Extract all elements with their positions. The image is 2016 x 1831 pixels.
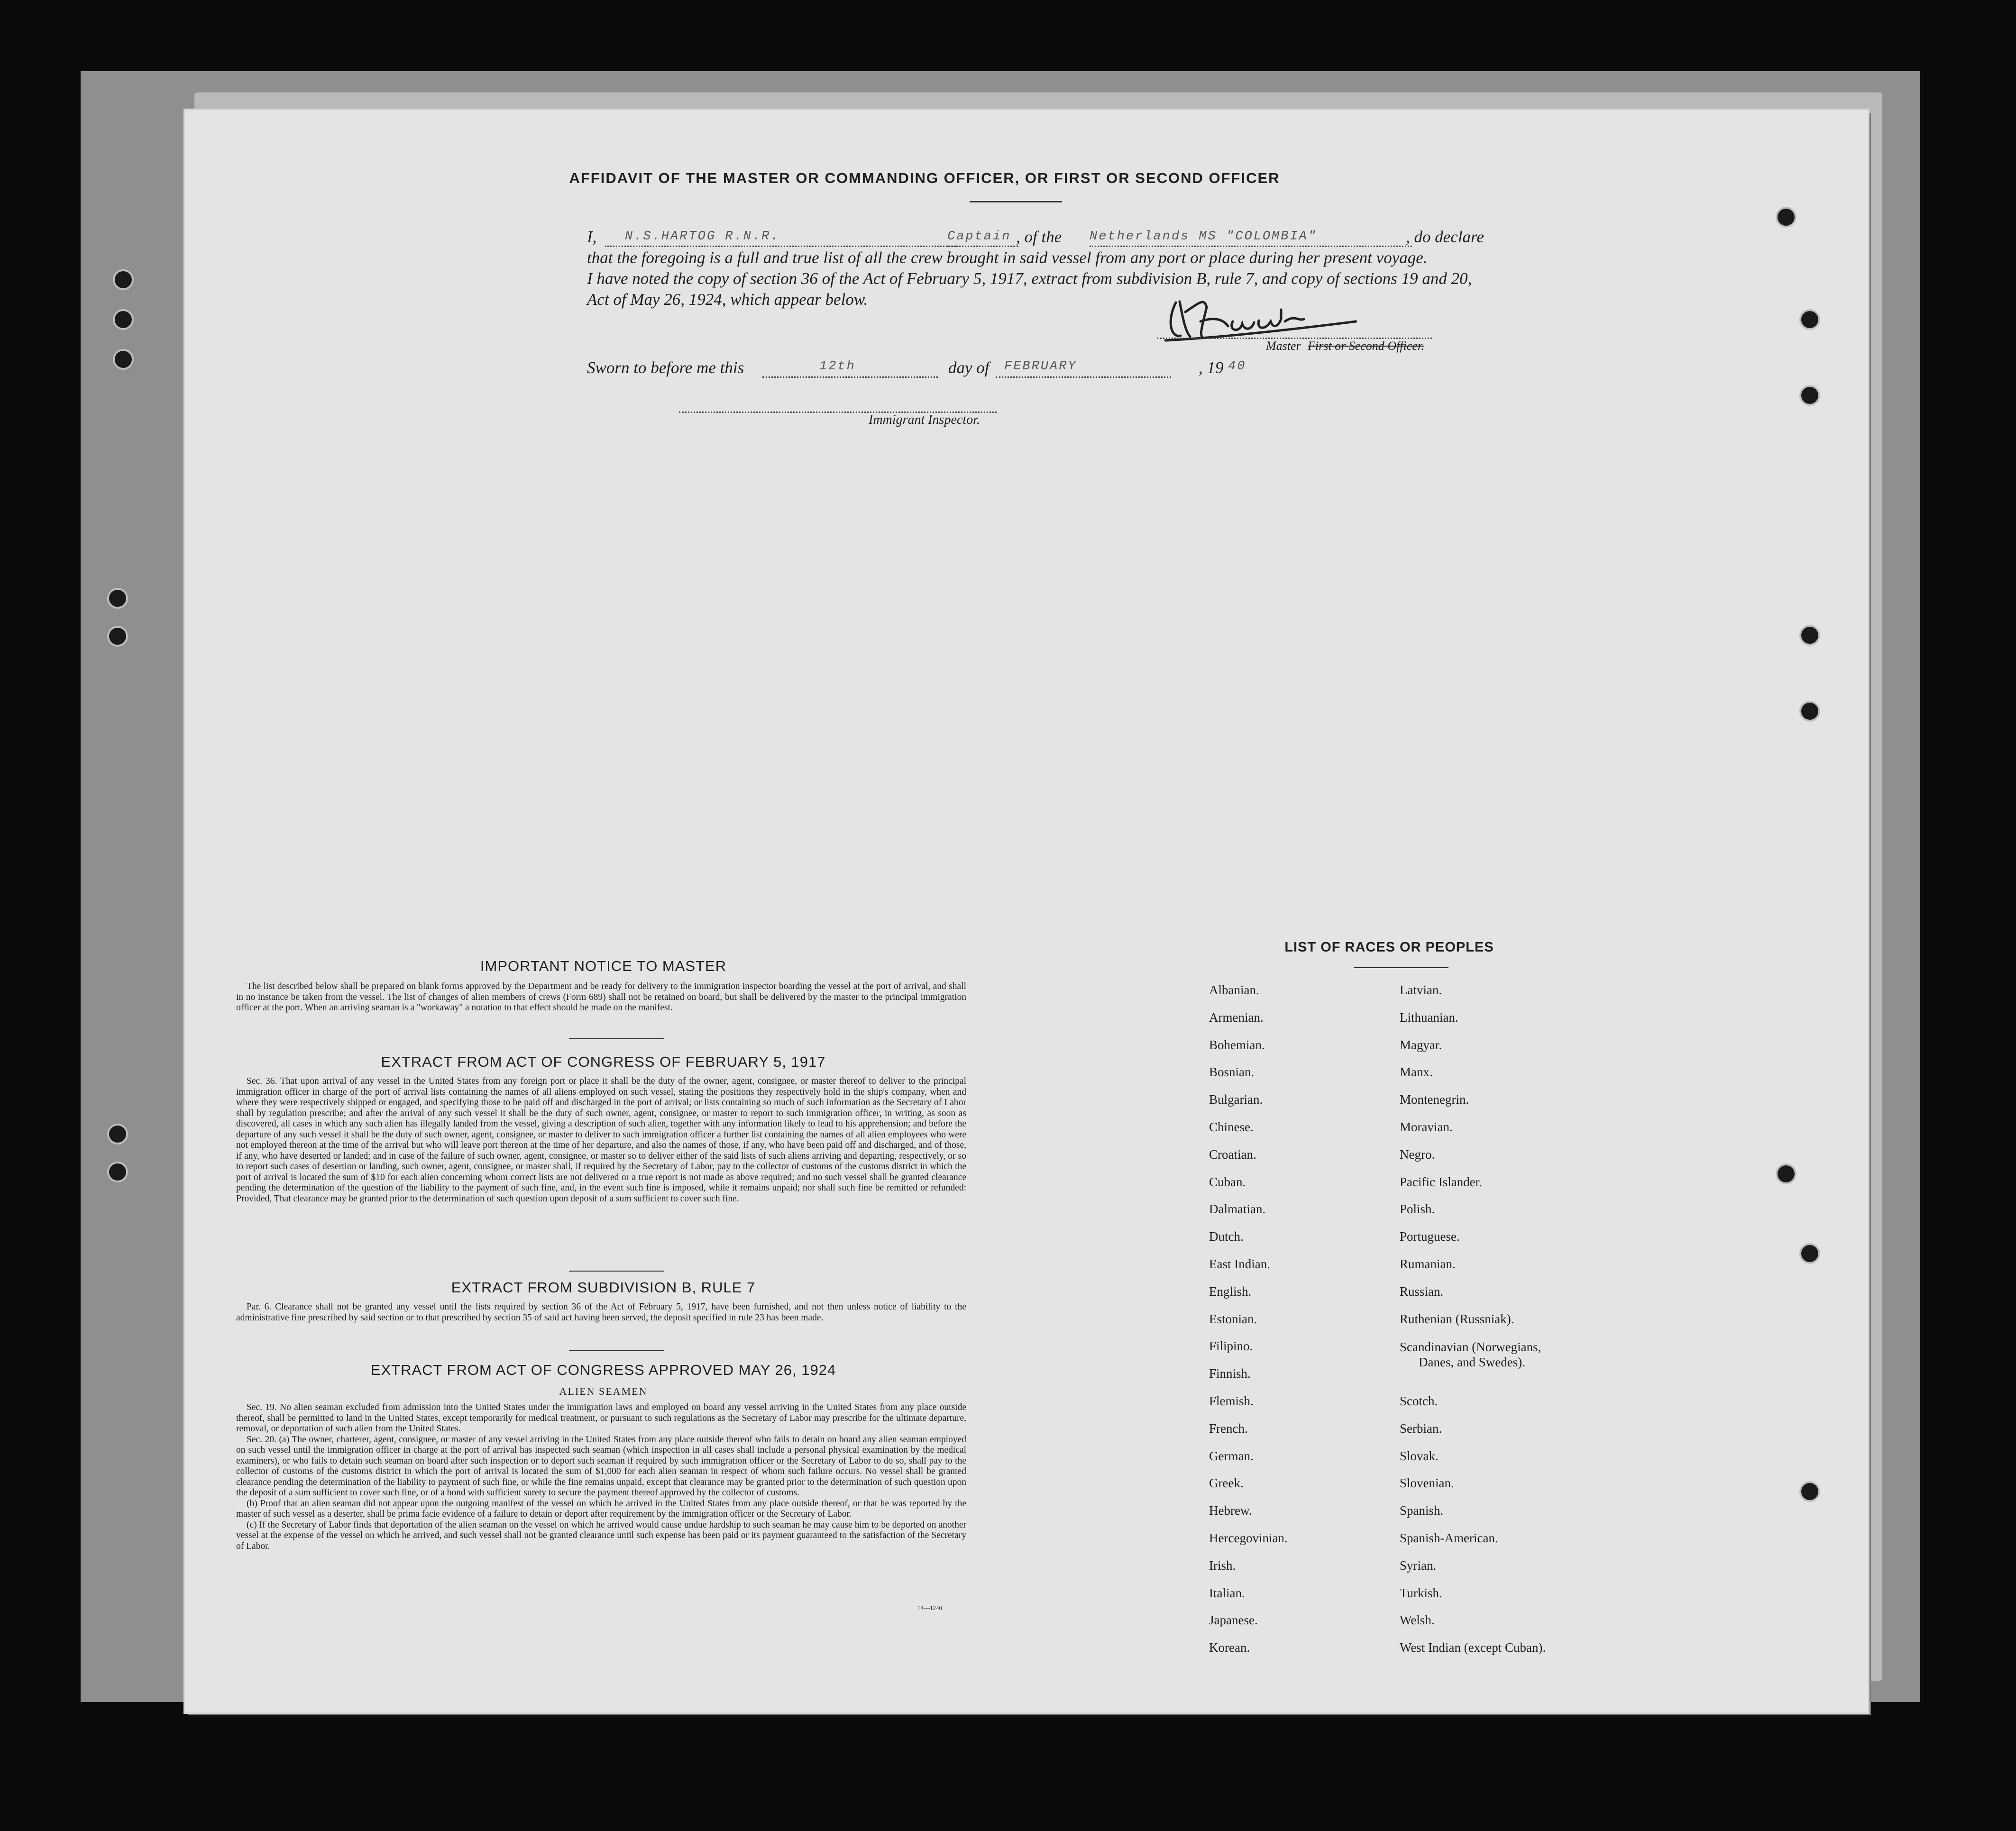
form-number: 14—1240 xyxy=(917,1604,942,1611)
month-fill-line xyxy=(996,376,1171,378)
extract-1924-subheading: ALIEN SEAMEN xyxy=(559,1385,648,1397)
name-fill-line xyxy=(605,246,956,247)
races-right-column xyxy=(1400,977,1618,1662)
binder-hole xyxy=(107,626,128,647)
do-declare-text: , do declare xyxy=(1406,228,1484,246)
affidavit-pronoun: I, xyxy=(587,228,597,246)
role-master: Master xyxy=(1266,339,1301,353)
rank-fill-line xyxy=(947,246,1018,247)
day-fill-line xyxy=(762,376,938,378)
race-item: Slovak. xyxy=(1400,1448,1439,1463)
race-item: Welsh. xyxy=(1400,1613,1435,1628)
scandinavian-line-1: Scandinavian (Norwegians, xyxy=(1400,1340,1541,1355)
notice-title: IMPORTANT NOTICE TO MASTER xyxy=(480,958,727,974)
vessel-name: Netherlands MS "COLOMBIA" xyxy=(1090,229,1318,244)
race-item: Montenegrin. xyxy=(1400,1092,1469,1107)
binder-hole xyxy=(107,588,128,609)
inspector-label: Immigrant Inspector. xyxy=(869,412,980,427)
extract-1924-heading: EXTRACT FROM ACT OF CONGRESS APPROVED MAY 26, 1924 xyxy=(370,1362,836,1378)
race-item: Albanian. xyxy=(1209,983,1259,997)
role-struck-officer: First or Second Officer. xyxy=(1308,339,1424,353)
binder-hole xyxy=(1799,1481,1820,1502)
race-item: Ruthenian (Russniak). xyxy=(1400,1311,1514,1326)
race-item: Dalmatian. xyxy=(1209,1202,1266,1217)
binder-hole xyxy=(1799,701,1820,722)
race-item: Bosnian. xyxy=(1209,1065,1255,1080)
signature-role xyxy=(1266,339,1424,353)
race-item: Cuban. xyxy=(1209,1174,1246,1189)
race-item: Bohemian. xyxy=(1209,1037,1265,1052)
race-item: West Indian (except Cuban). xyxy=(1400,1640,1546,1655)
race-item: Polish. xyxy=(1400,1202,1435,1217)
race-item: Turkish. xyxy=(1400,1585,1442,1600)
scandinavian-line-2: Danes, and Swedes). xyxy=(1419,1355,1525,1370)
binder-hole xyxy=(107,1162,128,1182)
race-item: Magyar. xyxy=(1400,1037,1442,1052)
race-item: East Indian. xyxy=(1209,1256,1270,1271)
sworn-line xyxy=(587,358,1260,380)
of-the-text: , of the xyxy=(1016,228,1062,246)
race-item: Russian. xyxy=(1400,1284,1444,1299)
race-item: Filipino. xyxy=(1209,1339,1253,1354)
section-divider xyxy=(569,1350,664,1351)
race-item: Italian. xyxy=(1209,1585,1245,1600)
race-item: Japanese. xyxy=(1209,1613,1258,1628)
race-item: English. xyxy=(1209,1284,1252,1299)
sworn-prefix: Sworn to before me this xyxy=(587,358,744,377)
race-item: Portuguese. xyxy=(1400,1229,1460,1244)
race-item: Estonian. xyxy=(1209,1311,1257,1326)
race-item: Finnish. xyxy=(1209,1366,1251,1381)
binder-hole xyxy=(1799,625,1820,646)
race-item: Chinese. xyxy=(1209,1119,1254,1134)
race-item: Armenian. xyxy=(1209,1010,1264,1025)
affidavit-line-3: I have noted the copy of section 36 of the Act of February 5, 1917, extract from subdivision B, rule 7, and copy of sections 19 and 20, xyxy=(587,269,1472,288)
race-item: Rumanian. xyxy=(1400,1256,1456,1271)
race-item: Scotch. xyxy=(1400,1393,1438,1408)
races-divider xyxy=(1354,967,1448,968)
vessel-fill-line xyxy=(1090,246,1412,247)
race-item: Moravian. xyxy=(1400,1119,1453,1134)
notice-text: The list described below shall be prepared on blank forms approved by the Department and be ready for delivery to the immigration inspector boarding the vessel at the port of arrival, and shall in no instance be taken from the vessel. The list of changes of alien members of crews (Form 689) shall not be retained on board, but shall be delivered by the master to the principal immigration officer at the port. When an arriving seaman is a "workaway" a notation to that effect should be made on the manifest. xyxy=(236,981,966,1013)
race-item: Greek. xyxy=(1209,1476,1244,1491)
race-item: Lithuanian. xyxy=(1400,1010,1458,1025)
race-item: German. xyxy=(1209,1448,1254,1463)
extract-rule7-text: Par. 6. Clearance shall not be granted any vessel until the lists required by section 36 of the Act of February 5, 1917, have been furnished, and not then unless notice of liability to the administrative fine prescribed by said section or to that prescribed by section 35 of said act having been served, the deposit specified in rule 23 has been made. xyxy=(236,1302,966,1323)
day-of-text: day of xyxy=(948,358,990,377)
master-rank: Captain xyxy=(947,229,1011,244)
sec20a-text: Sec. 20. (a) The owner, charterer, agent, consignee, or master of any vessel arriving in the United States from any place outside thereof who fails to detain on board any alien seaman employed on such vessel until the immigration officer in charge at the port of arrival has inspected such seaman (which inspection in all cases shall include a personal physical examination by the medical examiners), or who fails to detain such seaman on board after such inspection or to deport such seaman if required by such immigration officer or the Secretary of Labor to do so, shall pay to the collector of customs of the customs district in which the port of arrival is located the sum of $1,000 for each alien seaman in respect of whom such failure occurs. No vessel shall be granted clearance pending the determination of the liability to payment of such fine, or while the fine remains unpaid, except that clearance may be granted prior to the determination of such question upon the deposit of a sum sufficient to cover such fine, or of a bond with sufficient surety to secure the payment thereof approved by the collector of customs. xyxy=(236,1434,966,1498)
master-name: N.S.HARTOG R.N.R. xyxy=(625,229,780,244)
affidavit-title: AFFIDAVIT OF THE MASTER OR COMMANDING OFFICER, OR FIRST OR SECOND OFFICER xyxy=(569,170,1280,186)
section-divider xyxy=(569,1038,664,1039)
title-divider xyxy=(970,201,1062,202)
binder-hole xyxy=(1799,1243,1820,1264)
affidavit-line-4: Act of May 26, 1924, which appear below. xyxy=(587,290,868,309)
binder-hole xyxy=(107,1124,128,1144)
sworn-day: 12th xyxy=(819,359,856,374)
sworn-month: FEBRUARY xyxy=(1004,359,1077,374)
sec20b-text: (b) Proof that an alien seaman did not appear upon the outgoing manifest of the vessel on which he arrived in the United States from any place outside thereof, or that he was reported by the master of such vessel as a deserter, shall be prima facie evidence of a failure to detain or deport after requirement by the immigration officer or the Secretary of Labor. xyxy=(236,1498,966,1519)
race-item: Pacific Islander. xyxy=(1400,1174,1482,1189)
race-item: Bulgarian. xyxy=(1209,1092,1263,1107)
races-title: LIST OF RACES OR PEOPLES xyxy=(1284,940,1494,955)
binder-hole xyxy=(1799,309,1820,330)
section-divider xyxy=(569,1271,664,1272)
race-item: Slovenian. xyxy=(1400,1476,1454,1491)
binder-hole xyxy=(113,309,134,330)
race-item: Hercegovinian. xyxy=(1209,1530,1288,1545)
binder-hole xyxy=(1799,385,1820,406)
race-item: Irish. xyxy=(1209,1558,1236,1573)
binder-hole xyxy=(113,349,134,370)
race-item: Negro. xyxy=(1400,1147,1435,1162)
race-item: Manx. xyxy=(1400,1065,1433,1080)
race-item: French. xyxy=(1209,1421,1248,1436)
race-item: Syrian. xyxy=(1400,1558,1437,1573)
extract-rule7-heading: EXTRACT FROM SUBDIVISION B, RULE 7 xyxy=(451,1279,756,1296)
race-item: Korean. xyxy=(1209,1640,1250,1655)
race-item: Dutch. xyxy=(1209,1229,1244,1244)
race-item: Spanish-American. xyxy=(1400,1530,1498,1545)
extract-1917-text: Sec. 36. That upon arrival of any vessel in the United States from any foreign port or place it shall be the duty of the owner, agent, consignee, or master thereof to deliver to the principal immigration officer in charge of the port of arrival lists containing the names of all aliens employed on such vessel, stating the positions they respectively hold in the ship's company, when and where they were respectively shipped or engaged, and specifying those to be paid off and discharged in the port of arrival; or lists containing so much of such information as the Secretary of Labor shall by regulation prescribe; and after the arrival of any such vessel it shall be the duty of such owner, agent, consignee, or master to report to such immigration officer, in writing, as soon as discovered, all cases in which any such alien has illegally landed from the vessel, giving a description of such alien, together with any information likely to lead to his apprehension; and before the departure of any such vessel it shall be the duty of such owner, agent, consignee, or master to deliver to such immigration officer a further list containing the names of all alien employees who were not employed thereon at the time of the arrival but who will leave port thereon at the time of her departure, and also the names of those, if any, who have been paid off and discharged, and of those, if any, who have deserted or landed; and in case of the failure of such owner, agent, consignee, or master so to deliver either of the said lists of such aliens arriving and departing, respectively, or so to report such cases of desertion or landing, such owner, agent, consignee, or master shall, if required by the Secretary of Labor, pay to the collector of customs of the customs district in which the port of arrival is located the sum of $10 for each alien concerning whom correct lists are not delivered or a true report is not made as above required; and no such vessel shall be granted clearance pending the determination of the question of the liability to the payment of such fine, and, in the event such fine is imposed, while it remains unpaid; nor shall such fine be remitted or refunded: Provided, That clearance may be granted prior to the determination of such question upon deposit of a sum sufficient to cover such fine. xyxy=(236,1076,966,1204)
extract-1924-body xyxy=(236,1402,966,1552)
races-left-column xyxy=(1209,977,1380,1662)
race-item: Hebrew. xyxy=(1209,1503,1252,1518)
sec19-text: Sec. 19. No alien seaman excluded from admission into the United States under the immigration laws and employed on board any vessel arriving in the United States from any place outside thereof, shall be permitted to land in the United States, except temporarily for medical treatment, or pursuant to such regulations as the Secretary of Labor may prescribe for the ultimate departure, removal, or deportation of such alien from the United States. xyxy=(236,1402,966,1434)
race-item: Spanish. xyxy=(1400,1503,1444,1518)
race-item: Latvian. xyxy=(1400,983,1442,997)
affidavit-line-2: that the foregoing is a full and true list of all the crew brought in said vessel from any port or place during her present voyage. xyxy=(587,248,1428,267)
binder-hole xyxy=(1776,207,1796,228)
sworn-year: 40 xyxy=(1228,359,1246,374)
race-item: Croatian. xyxy=(1209,1147,1256,1162)
binder-hole xyxy=(1776,1163,1796,1184)
sec20c-text: (c) If the Secretary of Labor finds that deportation of the alien seaman on the vessel on which he arrived would cause undue hardship to such seaman he may cause him to be deported on another vessel at the expense of the vessel on which he arrived, and such vessel shall not be granted clearance until such expense has been paid or its payment guaranteed to the satisfaction of the Secretary of Labor. xyxy=(236,1520,966,1551)
race-item: Flemish. xyxy=(1209,1393,1254,1408)
affidavit-line-1 xyxy=(587,228,1484,249)
race-item: Serbian. xyxy=(1400,1421,1442,1436)
extract-1917-heading: EXTRACT FROM ACT OF CONGRESS OF FEBRUARY 5, 1917 xyxy=(381,1053,826,1070)
race-item-scandinavian xyxy=(1400,1333,1618,1388)
year-prefix: , 19 xyxy=(1199,358,1224,377)
binder-hole xyxy=(113,269,134,290)
